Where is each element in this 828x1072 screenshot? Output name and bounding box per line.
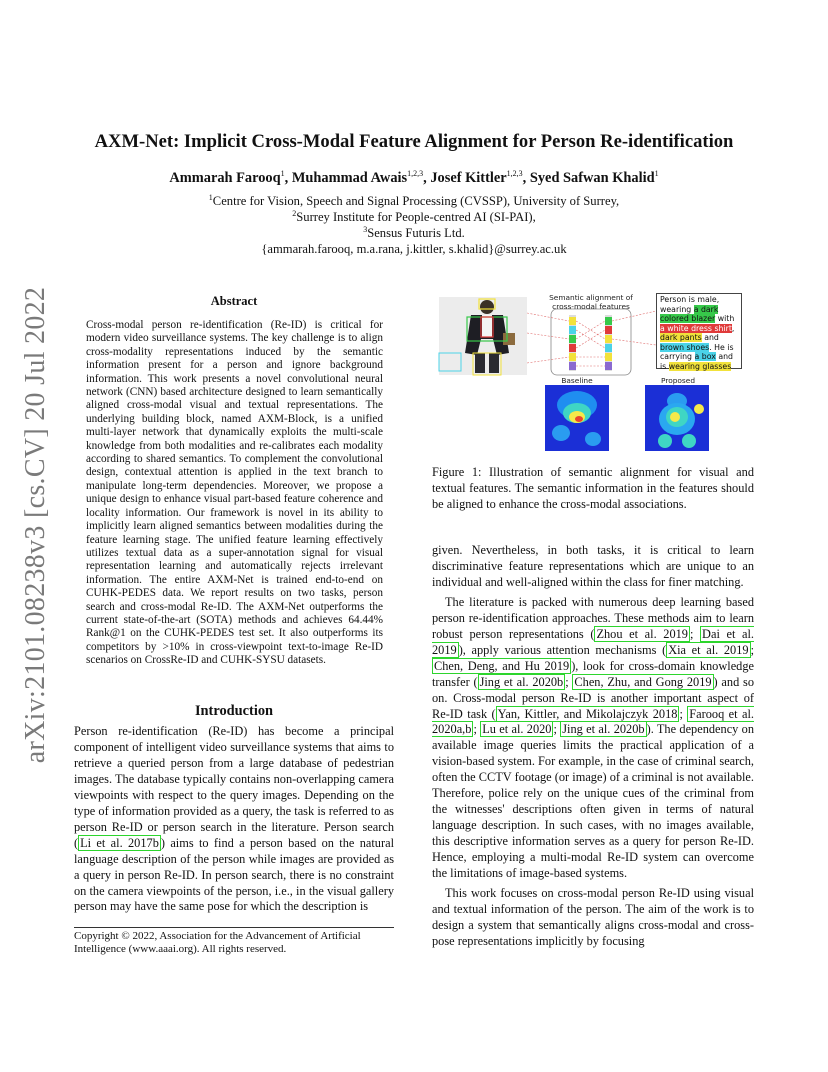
highlight-box: a box — [694, 352, 716, 361]
author-emails: {ammarah.farooq, m.a.rana, j.kittler, s.khalid}@surrey.ac.uk — [261, 242, 567, 256]
text-description-box — [656, 293, 742, 369]
author-list: Ammarah Farooq$^1$, Muhammad Awais$^{1,2,3}$, Josef Kittler$^{1,2,3}$, Syed Safwan Khalid$^1$ — [169, 169, 659, 186]
introduction-heading: Introduction — [194, 703, 274, 719]
intro-text-segment: ) aims to find a person based on the natural language description of the person while images are provided as a query in person Re-ID. In person search, there is no constraint on the camera viewpoints of the person, i.e., in the visual gallery person may have the same pose for which the description is — [74, 835, 394, 914]
affiliation-text: Surrey Institute for People-centred AI (SI-PAI), — [296, 210, 536, 224]
text-segment: The literature is packed with numerous deep learning based person re-identification approaches. These methods aim to learn robust person representations ( — [432, 594, 754, 641]
semantic-alignment-panel — [527, 309, 656, 375]
citation-link[interactable]: Chen, Zhu, and Gong 2019 — [574, 674, 712, 689]
proposed-heatmap — [645, 385, 709, 451]
citation-link[interactable]: Dai et al. 2019 — [432, 626, 755, 657]
textual-feature-strip — [605, 315, 612, 371]
citation-link[interactable]: Lu et al. 2020 — [482, 722, 552, 737]
affiliation-mark: 1 — [208, 192, 213, 202]
body-paragraph: This work focuses on cross-modal person Re-ID using visual and textual information of the person. The aim of the work is to design a system that semantically aligns cross-modal and cross-pose representations implicitly by focusing — [432, 886, 754, 948]
highlight-shoes: brown shoes — [660, 342, 710, 352]
citation-link[interactable]: Zhou et al. 2019 — [596, 626, 688, 641]
highlight-blazer: a dark colored blazer — [660, 304, 719, 323]
citation-link[interactable]: Li et al. 2017b — [80, 835, 159, 850]
proposed-label: Proposed — [661, 376, 696, 385]
description-text: Person is male, wearing — [660, 295, 720, 314]
description-text: and is — [660, 352, 734, 371]
affiliation-line — [0, 193, 828, 209]
arxiv-identifier-stamp — [16, 286, 56, 764]
citation-link[interactable]: Farooq et al. 2020a,b — [432, 706, 754, 737]
highlight-shirt: a white dress shirt — [660, 323, 732, 333]
affiliation-mark: 3 — [363, 224, 368, 234]
affiliation-mark: 2 — [292, 208, 297, 218]
citation-link[interactable]: Chen, Deng, and Hu 2019 — [434, 658, 570, 673]
author-name: Muhammad Awais — [291, 170, 408, 186]
figure-1 — [437, 293, 755, 459]
affiliation-text: Sensus Futuris Ltd. — [367, 226, 465, 240]
arxiv-identifier-text: arXiv:2101.08238v3 [cs.CV] 20 Jul 2022 — [20, 286, 51, 764]
citation-link[interactable]: Yan, Kittler, and Mikolajczyk 2018 — [497, 706, 678, 721]
description-text: and — [701, 333, 719, 342]
citation-link[interactable]: Jing et al. 2020b — [479, 674, 564, 689]
alignment-panel-title: Semantic alignment of cross-modal features — [549, 293, 633, 311]
citation-link[interactable]: Jing et al. 2020b — [562, 722, 645, 737]
description-text: . He is carrying — [660, 342, 734, 361]
author-affiliation-mark: 1,2,3 — [506, 169, 523, 179]
baseline-label: Baseline — [561, 376, 593, 385]
text-segment: ), look for cross-domain knowledge transfer ( — [432, 658, 755, 689]
description-text: , — [731, 323, 735, 333]
paper-title: AXM-Net: Implicit Cross-Modal Feature Alignment for Person Re-identification — [94, 131, 734, 152]
text-segment: ), apply various attention mechanisms ( — [458, 642, 667, 657]
author-name: Syed Safwan Khalid — [529, 170, 655, 186]
visual-feature-strip — [569, 315, 576, 371]
right-column-body — [432, 543, 754, 950]
copyright-footnote: Copyright © 2022, Association for the Advancement of Artificial Intelligence (www.aaai.org). All rights reserved. — [74, 930, 361, 956]
highlight-pants: dark pants — [660, 333, 702, 342]
footnote-divider — [74, 927, 394, 928]
baseline-heatmap — [545, 385, 609, 451]
text-segment: ; — [565, 674, 573, 689]
text-segment: ; — [553, 722, 561, 737]
introduction-paragraph — [74, 724, 394, 915]
intro-text-segment: Person re-identification (Re-ID) has become a principal component of intelligent video surveillance systems that aims to retrieve a queried person from a large database of pedestrian images. The database typically contains non-overlapping camera viewpoints with respect to the query images. Depending on the type of information provided as a query, the task is referred to as person Re-ID or person search in the literature. Person search ( — [74, 724, 394, 850]
affiliation-line — [0, 209, 828, 225]
text-segment: ; — [473, 722, 481, 737]
text-segment: ). The dependency on available image queries limits the practical application of a vision-based system. For example, in the case of criminal search, often the CCTV footage (or image) of a criminal is not available. Therefore, police rely on the unique cues of the criminal from the witnesses' descriptions often given in terms of natural language description. In such cases, with no images available, this descriptive information serves as a query for person Re-ID. Hence, employing a multi-modal Re-ID system can overcome the limitations of image-based systems. — [432, 722, 755, 881]
text-segment: ; — [679, 706, 688, 721]
author-name: Ammarah Farooq — [169, 170, 281, 186]
body-paragraph: given. Nevertheless, in both tasks, it is critical to learn discriminative feature representations which are unique to an individual and well-aligned within the class for finer matching. — [432, 543, 754, 589]
author-affiliation-mark: 1 — [654, 169, 659, 179]
citation-link[interactable]: Xia et al. 2019 — [668, 642, 749, 657]
text-segment: ; — [689, 626, 701, 641]
highlight-glasses: wearing glasses — [668, 361, 732, 371]
abstract-heading: Abstract — [210, 294, 258, 308]
figure-1-caption: Figure 1: Illustration of semantic alignment for visual and textual features. The semantic information in the features should be aligned to enhance the cross-modal associations. — [432, 465, 754, 511]
description-text: with — [715, 314, 735, 323]
text-segment: ) and so on. Cross-modal person Re-ID is another important aspect of Re-ID task ( — [432, 674, 754, 721]
author-name: Josef Kittler — [430, 170, 507, 186]
text-segment: ; — [750, 642, 754, 657]
author-affiliation-mark: 1 — [280, 169, 285, 179]
person-photo — [439, 297, 527, 375]
abstract-body: Cross-modal person re-identification (Re-ID) is critical for modern video surveillance systems. The key challenge is to align cross-modality representations induced by the semantic information present for a person and ignore background information. This work presents a novel convolutional neural network (CNN) based architecture designed to learn semantically aligned cross-modal visual and textual representations. The underlying building block, named AXM-Block, is a unified multi-layer network that dynamically exploits the multi-scale knowledge from both modalities and re-calibrates each modality according to shared semantics. To complement the convolutional design, contextual attention is applied in the text branch to manipulate long-term dependencies. Moreover, we propose a unique design to enhance visual part-based feature coherence and locality information. Our framework is novel in its ability to implicitly learn aligned semantics between modalities during the feature learning stage. The unified feature learning effectively utilizes textual data as a super-annotation signal for visual representation learning and automatically rejects irrelevant information. The entire AXM-Net is trained end-to-end on CUHK-PEDES data. We report results on two tasks, person search and cross-modal Re-ID. The AXM-Net outperforms the current state-of-the-art (SOTA) methods and achieves 64.44% Rank@1 on the CUHK-PEDES test set. It also outperforms its competitors by >10% in cross-viewpoint text-to-image Re-ID scenarios on CrossRe-ID and CUHK-SYSU datasets. — [86, 319, 383, 667]
author-affiliation-mark: 1,2,3 — [407, 169, 424, 179]
body-paragraph — [432, 595, 754, 882]
affiliation-line — [0, 225, 828, 241]
affiliation-text: Centre for Vision, Speech and Signal Processing (CVSSP), University of Surrey, — [212, 194, 620, 208]
